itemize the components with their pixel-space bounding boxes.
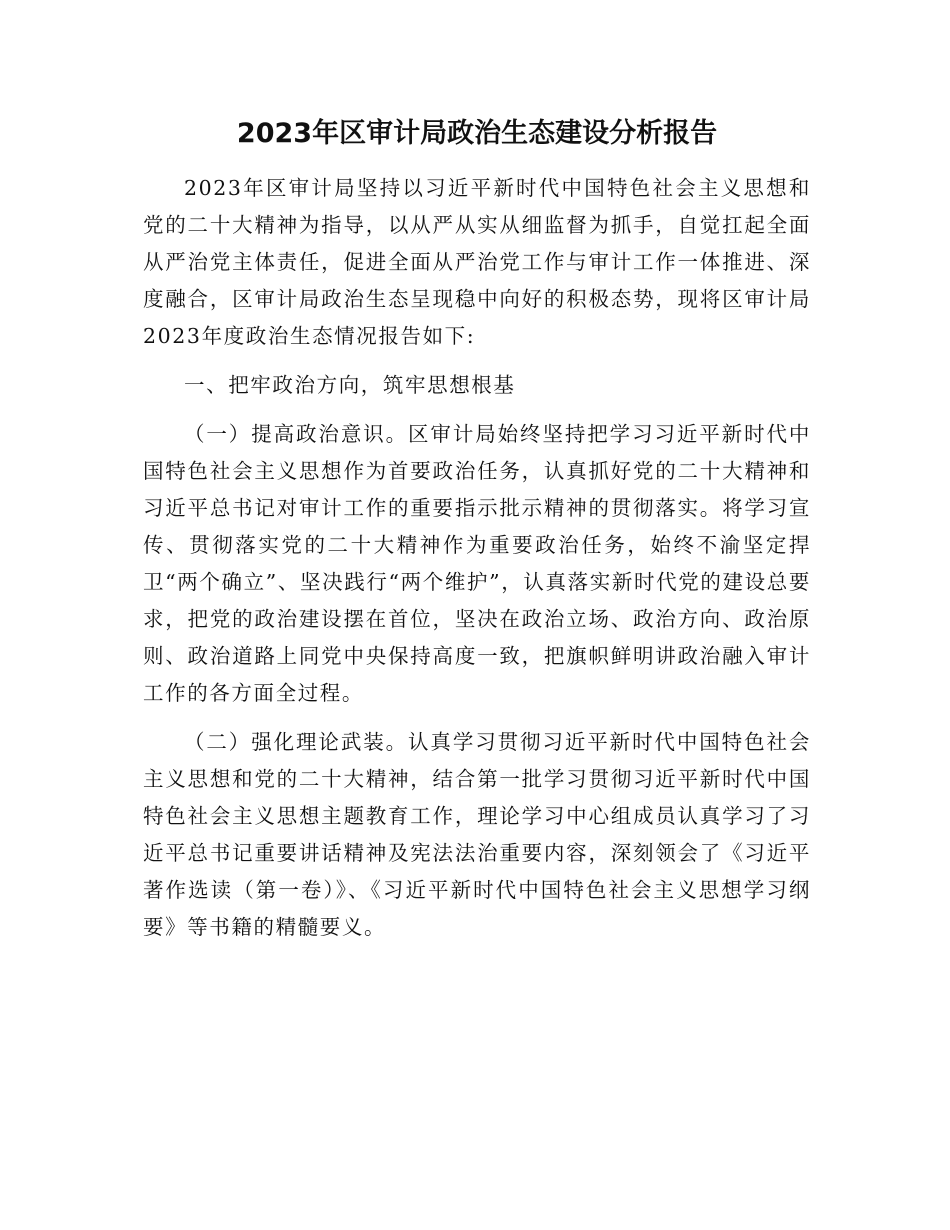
subsection-paragraph-1: （一）提高政治意识。区审计局始终坚持把学习习近平新时代中国特色社会主义思想作为首要政治任务，认真抓好党的二十大精神和习近平总书记对审计工作的重要指示批示精神的贯彻落实。将学习宣传、贯彻落实党的二十大精神作为重要政治任务，始终不渝坚定捍卫“两个确立”、坚决践行“两个维护”，认真落实新时代党的建设总要求，把党的政治建设摆在首位，坚决在政治立场、政治方向、政治原则、政治道路上同党中央保持高度一致，把旗帜鲜明讲政治融入审计工作的各方面全过程。 — [143, 422, 811, 705]
intro-paragraph: 2023年区审计局坚持以习近平新时代中国特色社会主义思想和党的二十大精神为指导，以从严从实从细监督为抓手，自觉扛起全面从严治党主体责任，促进全面从严治党工作与审计工作一体推进、深度融合，区审计局政治生态呈现稳中向好的积极态势，现将区审计局2023年度政治生态情况报告如下: — [143, 176, 811, 348]
section-heading-1: 一、把牢政治方向，筑牢思想根基 — [184, 373, 516, 397]
document-page — [143, 114, 811, 946]
document-title: 2023年区审计局政治生态建设分析报告 — [236, 118, 718, 149]
subsection-paragraph-2: （二）强化理论武装。认真学习贯彻习近平新时代中国特色社会主义思想和党的二十大精神，结合第一批学习贯彻习近平新时代中国特色社会主义思想主题教育工作，理论学习中心组成员认真学习了习近平总书记重要讲话精神及宪法法治重要内容，深刻领会了《习近平著作选读（第一卷）》、《习近平新时代中国特色社会主义思想学习纲要》等书籍的精髓要义。 — [143, 730, 811, 939]
